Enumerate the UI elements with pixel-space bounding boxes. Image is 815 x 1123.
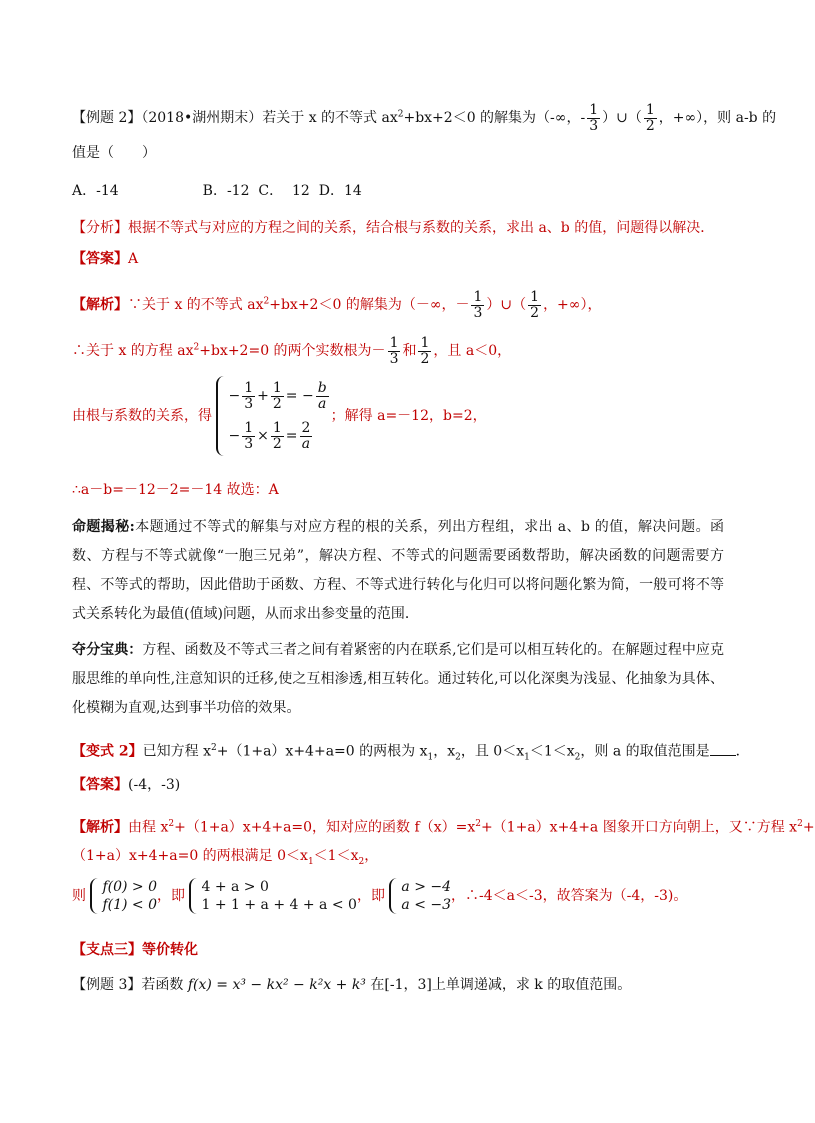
solution-text: ，即 <box>157 888 186 904</box>
answer-label: 【答案】 <box>72 777 128 793</box>
answer-blank <box>710 743 736 756</box>
point-3-heading: 【支点三】等价转化 <box>72 942 198 958</box>
numerator: 1 <box>389 335 399 351</box>
answer-text: A <box>128 251 139 267</box>
superscript: 2 <box>210 743 217 753</box>
solution-text: +bx+2＜0 的解集为（－∞，－ <box>269 297 470 314</box>
solution-label: 【解析】 <box>72 297 128 314</box>
system-b-row-2: 1 + 1 + a + 4 + a < 0 <box>201 897 357 913</box>
numerator: 1 <box>420 335 430 351</box>
solution-text: + <box>802 819 815 836</box>
fraction-one-half <box>644 103 657 133</box>
numerator: 1 <box>530 289 540 305</box>
variant-text: +（1+a）x+4+a=0 的两根为 x <box>216 743 428 760</box>
subscript: 1 <box>427 752 434 763</box>
denominator: 3 <box>473 304 483 321</box>
solution-text: ，且 a＜0， <box>433 343 512 360</box>
analysis-label: 【分析】 <box>72 220 128 236</box>
solution-text: （1+a）x+4+a=0 的两根满足 0＜x <box>72 848 308 864</box>
answer-1-line <box>72 249 138 269</box>
solution-text: 则 <box>72 888 86 904</box>
tip-label: 命题揭秘: <box>72 519 135 535</box>
example-2-text: 【例题 2】（2018•湖州期末）若关于 x 的不等式 ax <box>72 110 398 127</box>
system-a-row-2: f(1) < 0 <box>102 897 158 913</box>
solution-text: ＜1＜x <box>313 848 359 864</box>
system-c-row-2: a < −3 <box>401 897 452 913</box>
solution-1-line1 <box>72 290 601 320</box>
answer-label: 【答案】 <box>72 251 128 267</box>
solution-1-line2 <box>72 336 511 366</box>
example-2-text: ，+∞），则 a-b 的 <box>658 110 777 127</box>
system-c <box>389 878 451 914</box>
superscript: 2 <box>797 819 803 829</box>
solution-text: ，∴-4＜a＜-3，故答案为（-4，-3)。 <box>451 888 688 904</box>
variant-label: 【变式 2】 <box>72 743 143 760</box>
variant-text: ，x <box>433 743 456 760</box>
function-formula: f(x) = x³ − kx² − k²x + k³ <box>187 977 366 993</box>
variant-text: ＜1＜x <box>529 743 575 760</box>
example-2-options: A．-14 B．-12 C． 12 D．14 <box>72 183 362 199</box>
example-3-text: 【例题 3】若函数 <box>72 977 188 993</box>
answer-2-line <box>72 775 180 795</box>
fraction-one-third <box>471 290 484 320</box>
answer-text: (-4，-3) <box>128 777 181 793</box>
solution-text: +bx+2=0 的两个实数根为－ <box>199 343 386 360</box>
analysis-line <box>72 218 714 238</box>
treasure-paragraph <box>72 636 724 723</box>
treasure-text: 方程、函数及不等式三者之间有着紧密的内在联系,它们是可以相互转化的。在解题过程中应克服思维的单向性,注意知识的迁移,使之互相渗透,相互转化。通过转化,可以化深奥为浅显、化抽象为具体、化模糊为直观,达到事半功倍的效果。 <box>72 642 724 716</box>
solution-2-line2 <box>72 846 378 872</box>
numerator: 1 <box>645 102 655 118</box>
fraction-one-half <box>528 290 541 320</box>
solution-label: 【解析】 <box>72 819 128 836</box>
solution-text: ∵关于 x 的不等式 ax <box>128 297 264 314</box>
subscript: 2 <box>358 856 365 867</box>
fraction-one-third <box>388 336 401 366</box>
example-3-line <box>72 975 631 995</box>
system-b-row-1: 4 + a > 0 <box>201 879 269 895</box>
solution-text: 由根与系数的关系，得 <box>72 408 212 424</box>
superscript: 2 <box>193 342 200 353</box>
denominator: 2 <box>645 117 655 134</box>
system-a <box>90 878 157 914</box>
variant-text: 已知方程 x <box>142 743 211 760</box>
solution-2-line3 <box>72 878 687 914</box>
solution-text: ）∪（ <box>486 297 527 314</box>
tip-paragraph <box>72 513 724 629</box>
equation-row-2: − $\frac{1}{3}$ × $\frac{1}{2}$ = $\frac{2}{a}$ <box>228 419 311 452</box>
superscript: 2 <box>397 109 404 120</box>
denominator: 3 <box>589 117 599 134</box>
solution-text: ；解得 a=－12，b=2， <box>330 408 487 424</box>
solution-text: ∴关于 x 的方程 ax <box>72 343 194 360</box>
system-c-row-1: a > −4 <box>401 879 452 895</box>
fraction-one-third <box>587 103 600 133</box>
solution-text: ， <box>364 848 379 864</box>
superscript: 2 <box>475 819 481 829</box>
variant-2-line <box>72 738 750 767</box>
example-3-text: 在[-1，3]上单调递减，求 k 的取值范围。 <box>365 977 632 993</box>
subscript: 1 <box>307 856 314 867</box>
tip-text: 本题通过不等式的解集与对应方程的根的关系，列出方程组，求出 a、b 的值，解决问题。函数、方程与不等式就像“一胞三兄弟”，解决方程、不等式的问题需要函数帮助，解决函数的问题需要方程、不等式的帮助，因此借助于函数、方程、不等式进行转化与化归可以将问题化繁为简，一般可将不等式关系转化为最值(值域)问题，从而求出参变量的范围． <box>72 519 724 622</box>
treasure-label: 夺分宝典： <box>72 642 143 658</box>
solution-text: ，+∞）， <box>543 297 602 314</box>
denominator: 2 <box>530 304 540 321</box>
example-2-line1 <box>72 103 776 133</box>
subscript: 2 <box>574 752 581 763</box>
example-2-text: +bx+2＜0 的解集为（-∞，- <box>403 110 586 127</box>
numerator: 1 <box>589 102 599 118</box>
subscript: 1 <box>524 752 530 763</box>
denominator: 2 <box>420 350 430 367</box>
variant-text: ． <box>735 743 750 760</box>
solution-2-line1 <box>72 814 815 838</box>
example-2-line2: 值是（ ） <box>72 145 156 161</box>
solution-text: ，即 <box>356 888 385 904</box>
equation-row-1: − $\frac{1}{3}$ + $\frac{1}{2}$ = − $\frac{b}{a}$ <box>228 379 327 412</box>
variant-text: ，且 0＜x <box>460 743 525 760</box>
solution-1-line3 <box>72 376 487 456</box>
solution-text: 和 <box>402 343 417 360</box>
solution-1-line4: ∴a－b=－12－2=－14 故选：A <box>72 482 279 498</box>
denominator: 3 <box>389 350 399 367</box>
union-text: ）∪（ <box>602 110 642 127</box>
solution-text: +（1+a）x+4+a=0，知对应的函数 f（x）=x <box>174 819 476 836</box>
system-a-row-1: f(0) > 0 <box>102 879 158 895</box>
variant-text: ，则 a 的取值范围是 <box>580 743 710 760</box>
numerator: 1 <box>473 289 483 305</box>
solution-text: +（1+a）x+4+a 图象开口方向朝上，又∵方程 x <box>480 819 798 836</box>
fraction-one-half <box>418 336 431 366</box>
equation-system <box>216 376 330 456</box>
subscript: 2 <box>455 752 461 763</box>
superscript: 2 <box>263 296 270 307</box>
superscript: 2 <box>168 819 175 829</box>
solution-text: 由程 x <box>128 819 169 836</box>
analysis-text: 根据不等式与对应的方程之间的关系，结合根与系数的关系，求出 a、b 的值，问题得以解决． <box>128 220 715 236</box>
system-b <box>189 878 356 914</box>
